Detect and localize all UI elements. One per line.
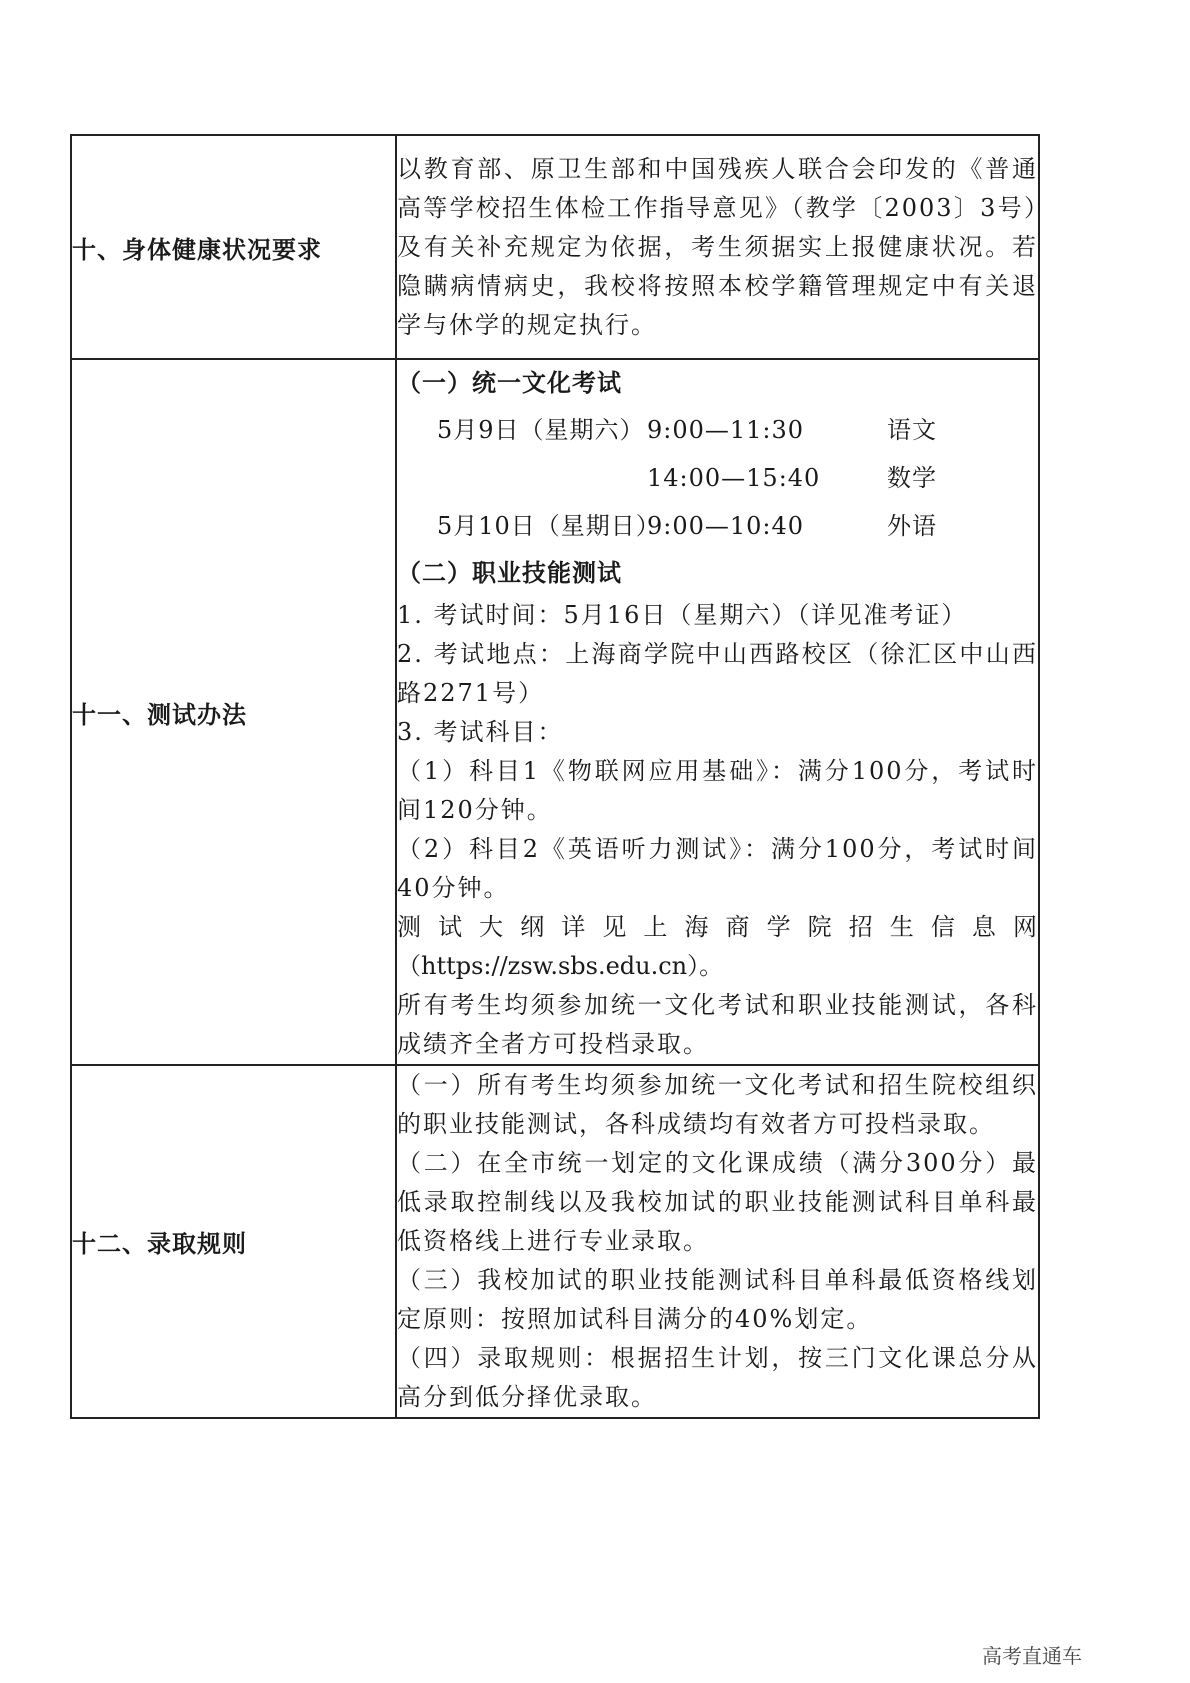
list-item: （二）在全市统一划定的文化课成绩（满分300分）最低录取控制线以及我校加试的职业技能测试科目单科最低资格线上进行专业录取。 <box>397 1149 1038 1255</box>
schedule-subject: 数学 <box>887 464 937 492</box>
health-paragraph: 以教育部、原卫生部和中国残疾人联合会印发的《普通高等学校招生体检工作指导意见》（教学〔2003〕3号）及有关补充规定为依据，考生须据实上报健康状况。若隐瞒病情病史，我校将按照本校学籍管理规定中有关退学与休学的规定执行。 <box>397 154 1038 339</box>
watermark-text: 高考直通车 <box>982 1644 1082 1668</box>
schedule-time: 9:00—10:40 <box>647 512 805 540</box>
list-item: 3. 考试科目： <box>397 718 564 746</box>
schedule-time: 14:00—15:40 <box>647 464 821 492</box>
table-row-test-method <box>71 359 1039 1065</box>
table-row-admission-rules <box>71 1065 1039 1418</box>
exam-schedule <box>397 406 1038 550</box>
list-item: 2. 考试地点：上海商学院中山西路校区（徐汇区中山西路2271号） <box>397 640 1038 707</box>
list-item: （一）所有考生均须参加统一文化考试和招生院校组织的职业技能测试，各科成绩均有效者方可投档录取。 <box>397 1071 1038 1138</box>
list-item: （1）科目1《物联网应用基础》：满分100分，考试时间120分钟。 <box>397 757 1038 824</box>
admission-info-table <box>70 134 1040 1419</box>
row-label: 十二、录取规则 <box>71 1065 396 1418</box>
outline-url: （https://zsw.sbs.edu.cn）。 <box>397 952 724 980</box>
row-label: 十、身体健康状况要求 <box>71 135 396 359</box>
row-label: 十一、测试办法 <box>71 359 396 1065</box>
schedule-date: 5月10日（星期日） <box>437 512 661 540</box>
row-content <box>396 359 1039 1065</box>
table-row-health <box>71 135 1039 359</box>
section-heading: （一）统一文化考试 <box>397 369 622 397</box>
schedule-time: 9:00—11:30 <box>647 416 805 444</box>
row-content <box>396 1065 1039 1418</box>
row-content <box>396 135 1039 359</box>
outline-line: 测试大纲详见上海商学院招生信息网 <box>397 913 1038 941</box>
closing-paragraph: 所有考生均须参加统一文化考试和职业技能测试，各科成绩齐全者方可投档录取。 <box>397 991 1038 1058</box>
section-heading: （二）职业技能测试 <box>397 559 622 587</box>
list-item: 1. 考试时间：5月16日（星期六）（详见准考证） <box>397 601 968 629</box>
schedule-subject: 外语 <box>887 512 937 540</box>
list-item: （2）科目2《英语听力测试》：满分100分，考试时间40分钟。 <box>397 835 1038 902</box>
schedule-date <box>397 454 647 502</box>
schedule-subject: 语文 <box>887 416 937 444</box>
list-item: （四）录取规则：根据招生计划，按三门文化课总分从高分到低分择优录取。 <box>397 1344 1038 1411</box>
schedule-date: 5月9日（星期六） <box>437 416 645 444</box>
list-item: （三）我校加试的职业技能测试科目单科最低资格线划定原则：按照加试科目满分的40%划定。 <box>397 1266 1038 1333</box>
